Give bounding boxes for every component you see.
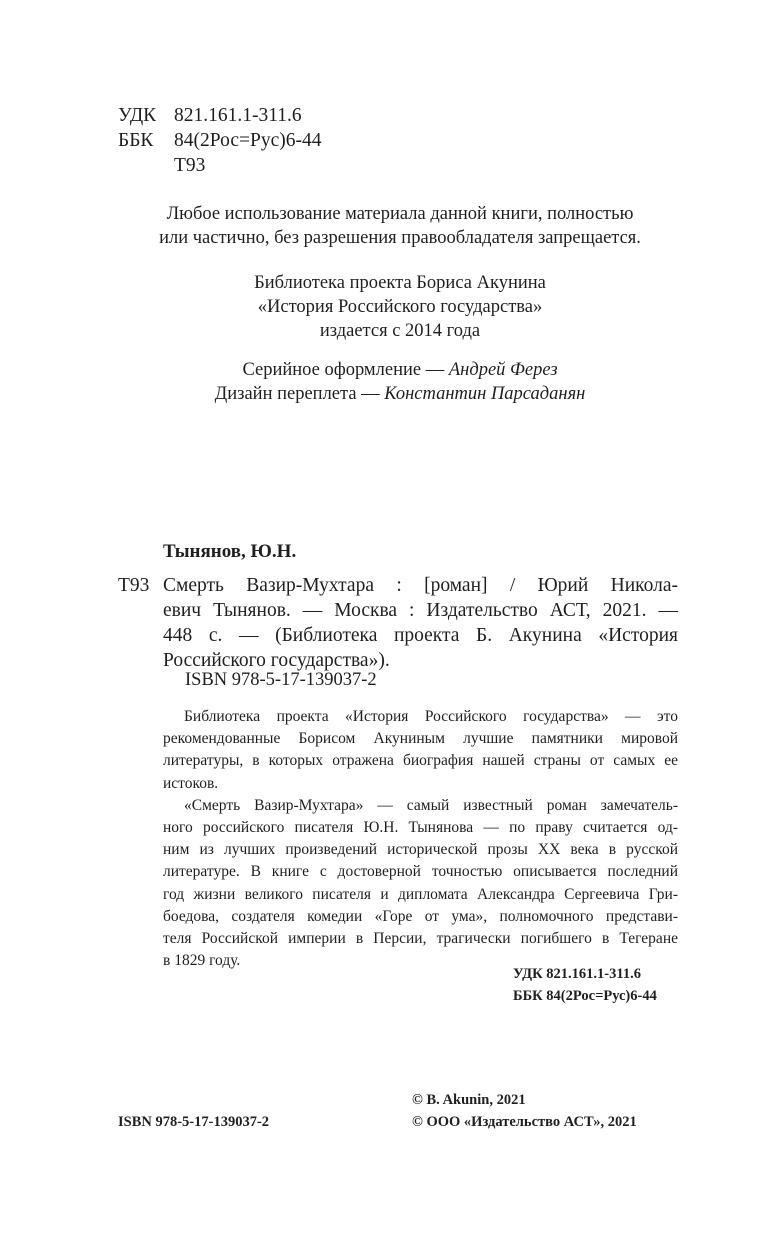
- annotation-line: литературы, в которых отражена биография нашей страны от самых ее: [163, 752, 678, 770]
- design-credits: [100, 358, 700, 406]
- author-mark: Т93: [174, 155, 206, 176]
- credit-role: Дизайн переплета —: [214, 384, 385, 404]
- annotation-line: «Смерть Вазир-Мухтара» — самый известный роман замечатель-: [184, 796, 678, 814]
- description-line: Смерть Вазир-Мухтара : [роман] / Юрий Никола-: [163, 575, 678, 596]
- annotation-udk: УДК 821.161.1-311.6: [513, 966, 641, 982]
- udk-value: 821.161.1-311.6: [174, 105, 302, 126]
- description-line: евич Тынянов. — Москва : Издательство АСТ, 2021. —: [163, 600, 678, 621]
- annotation-codes: [513, 963, 657, 1007]
- series-note: [100, 271, 700, 343]
- catalog-author-heading: Тынянов, Ю.Н.: [163, 541, 297, 562]
- credit-line: [100, 382, 700, 406]
- annotation-line: боедова, создателя комедии «Горе от ума», полномочного представи-: [163, 907, 678, 925]
- top-codes: [118, 103, 321, 178]
- annotation-line: в 1829 году.: [163, 952, 241, 970]
- bbk-value: 84(2Рос=Рус)6-44: [174, 130, 322, 151]
- annotation-bbk: ББК 84(2Рос=Рус)6-44: [513, 988, 657, 1004]
- annotation-line: Библиотека проекта «История Российского государства» — это: [184, 708, 678, 725]
- series-line: Библиотека проекта Бориса Акунина: [254, 273, 546, 293]
- annotation-line: теля Российской империи в Персии, трагически погибшего в Тегеране: [163, 930, 678, 948]
- catalog-mark: Т93: [118, 575, 150, 596]
- credit-line: [100, 358, 700, 382]
- udk-label: УДК: [118, 105, 157, 126]
- annotation-line: ного российского писателя Ю.Н. Тынянова — по праву считается од-: [163, 819, 678, 837]
- bbk-label: ББК: [118, 130, 154, 151]
- credit-name: Андрей Ферез: [448, 360, 558, 380]
- description-line: Российского государства»).: [163, 650, 390, 671]
- annotation-line: ним из лучших произведений исторической прозы XX века в русской: [163, 841, 678, 859]
- catalog-isbn: ISBN 978-5-17-139037-2: [185, 670, 377, 690]
- credit-name: Константин Парсаданян: [384, 384, 586, 404]
- rights-line: Любое использование материала данной книги, полностью: [166, 204, 634, 224]
- copyright-publisher: © ООО «Издательство АСТ», 2021: [412, 1114, 637, 1130]
- credit-role: Серийное оформление —: [242, 360, 449, 380]
- author-mark-line: [118, 153, 321, 178]
- annotation-paragraph-1: [163, 706, 678, 795]
- footer-copyrights: [412, 1089, 637, 1133]
- description-line: 448 с. — (Библиотека проекта Б. Акунина «История: [163, 625, 678, 646]
- rights-notice: [100, 202, 700, 250]
- annotation-paragraph-2: [163, 795, 678, 973]
- annotation-line: рекомендованные Борисом Акуниным лучшие памятники мировой: [163, 730, 678, 748]
- annotation-line: литературе. В книге с достоверной точностью описывается последний: [163, 863, 678, 881]
- series-line: издается с 2014 года: [319, 321, 481, 341]
- catalog-description: [163, 573, 678, 673]
- annotation-line: год жизни великого писателя и дипломата Александра Сергеевича Гри-: [163, 885, 678, 903]
- series-line: «История Российского государства»: [257, 297, 543, 317]
- bbk-line: [118, 128, 321, 153]
- annotation: [163, 706, 678, 972]
- rights-line: или частично, без разрешения правообладателя запрещается.: [159, 228, 641, 248]
- footer-isbn: ISBN 978-5-17-139037-2: [118, 1114, 270, 1130]
- annotation-line: истоков.: [163, 774, 219, 792]
- udk-line: [118, 103, 321, 128]
- copyright-author: © B. Akunin, 2021: [412, 1092, 526, 1108]
